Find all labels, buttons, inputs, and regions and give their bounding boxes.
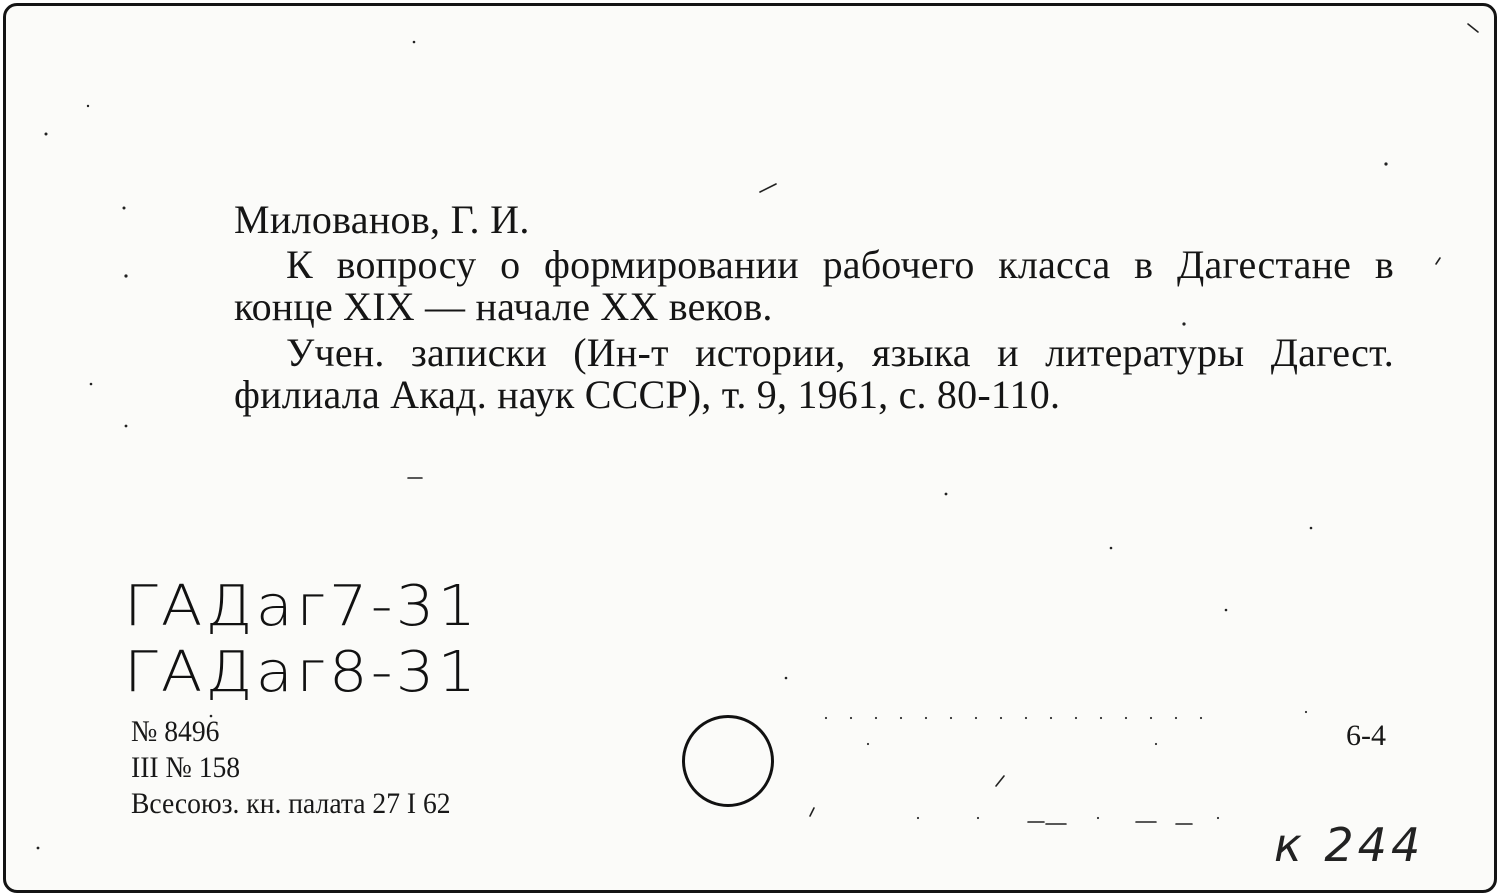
catalog-card [3,3,1497,893]
card-number: № 8496 [131,715,220,748]
handwritten-codes [124,574,479,706]
circle-mark-icon [682,715,774,807]
publisher-imprint: Всесоюз. кн. палата 27 I 62 [131,787,451,820]
bibliographic-entry [234,198,1394,416]
classification-code: 6-4 [1346,719,1386,752]
imprint-block [131,714,478,822]
handwritten-shelf-mark: к 244 [1274,818,1425,872]
work-title: К вопросу о формировании рабочего класса в Дагестане в конце XIX — начале XX веков. [234,242,1394,329]
source-citation: Учен. записки (Ин-т истории, языка и литературы Дагест. филиала Акад. наук СССР), т. 9, 1961, с. 80-110. [234,330,1394,417]
author-heading: Милованов, Г. И. [234,197,530,242]
handwritten-code-2: ГАДаг8-31 [124,640,480,705]
series-number: III № 158 [131,751,241,784]
handwritten-code-1: ГАДаг7-31 [124,574,480,639]
